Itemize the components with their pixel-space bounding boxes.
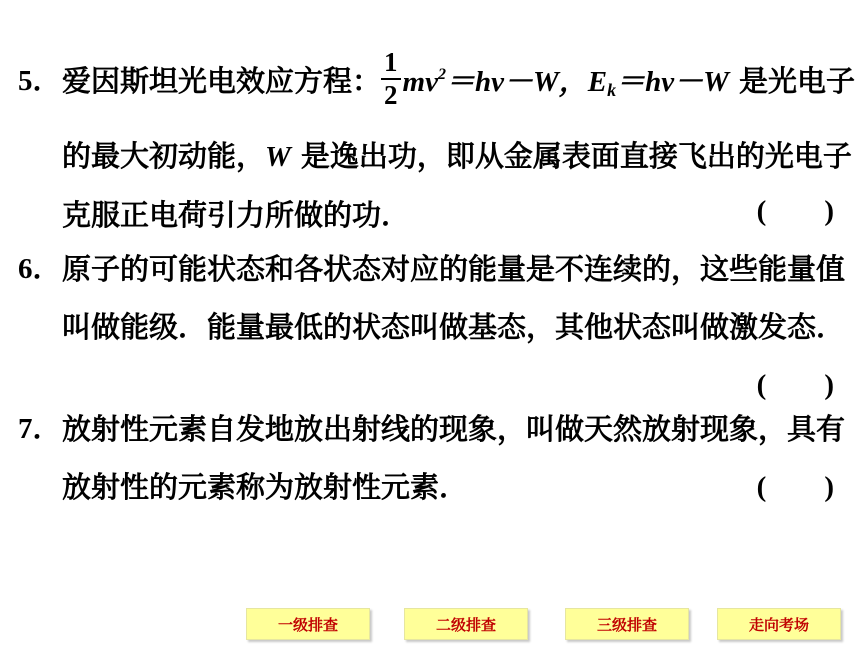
answer-bracket[interactable]: ( )	[756, 195, 834, 227]
item-text: 的最大初动能，	[62, 139, 266, 173]
item-text: 放射性元素自发地放出射线的现象，叫做天然放射现象，具有	[62, 412, 846, 446]
item-text: 爱因斯坦光电效应方程：	[62, 64, 382, 98]
formula-w: W	[265, 141, 291, 173]
item-number: 5．	[18, 65, 62, 97]
item-text: 放射性的元素称为放射性元素．	[62, 470, 469, 504]
item-text: 叫做能级．能量最低的状态叫做基态，其他状态叫做激发态．	[62, 310, 846, 344]
question-item-6	[18, 240, 846, 401]
item-line	[18, 127, 852, 186]
item-text: 是光电子	[728, 64, 855, 98]
formula-mv: mv	[402, 66, 438, 98]
nav-button-level-1[interactable]: 一级排查	[246, 608, 370, 640]
question-item-7	[18, 400, 846, 516]
item-text: 是逸出功，即从金属表面直接飞出的光电子	[290, 139, 852, 173]
item-line	[18, 400, 846, 458]
nav-button-level-2[interactable]: 二级排查	[404, 608, 528, 640]
item-line	[18, 47, 855, 113]
item-number: 6．	[18, 253, 62, 285]
answer-bracket[interactable]: ( )	[756, 471, 834, 503]
item-text: 克服正电荷引力所做的功．	[62, 198, 411, 232]
nav-button-level-3[interactable]: 三级排查	[565, 608, 689, 640]
fraction-denominator: 2	[384, 80, 398, 110]
question-item-5	[18, 47, 855, 244]
item-line	[18, 186, 834, 244]
formula-eq1: ＝hν－W，	[445, 66, 588, 98]
formula-eq2: ＝hν－W	[616, 66, 729, 98]
fraction-numerator: 1	[381, 49, 401, 80]
item-text: 原子的可能状态和各状态对应的能量是不连续的，这些能量值	[62, 252, 846, 286]
formula-exponent: 2	[437, 66, 446, 83]
fraction-one-half	[381, 49, 401, 109]
formula-ek: E	[587, 66, 608, 98]
item-line	[18, 458, 834, 516]
formula-subscript: k	[607, 80, 617, 100]
nav-button-exam[interactable]: 走向考场	[717, 608, 841, 640]
answer-bracket[interactable]: ( )	[756, 369, 834, 401]
item-number: 7．	[18, 413, 62, 445]
item-line	[18, 240, 846, 298]
item-line	[18, 298, 846, 356]
